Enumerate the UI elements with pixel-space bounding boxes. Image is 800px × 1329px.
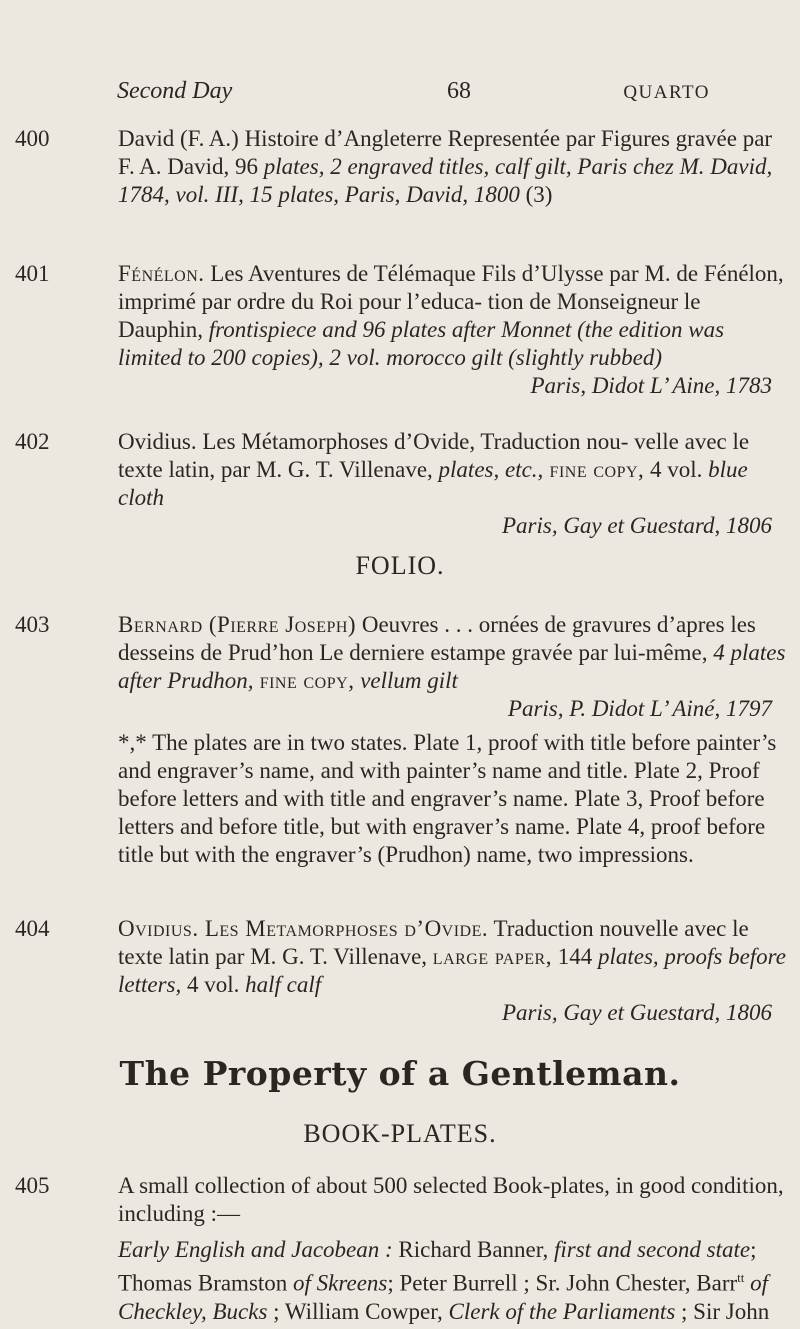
lot-400: [15, 125, 790, 209]
lot-number: 401: [15, 261, 50, 286]
lot-text: Traduction nouvelle avec le texte latin par M. G. T. Villenave,: [118, 916, 749, 969]
lot-imprint: Paris, Gay et Guestard, 1806: [501, 513, 772, 538]
lot-text-italic: 4 plates after Prudhon,: [118, 640, 786, 693]
lot-description: [118, 611, 790, 695]
lot-description: [118, 1172, 790, 1228]
lot-author: Bernard (Pierre Joseph): [118, 612, 357, 637]
lot-text: Richard Banner,: [392, 1237, 554, 1262]
property-heading: The Property of a Gentleman.: [119, 1054, 681, 1093]
lot-number: 404: [15, 916, 50, 941]
running-head-left: Second Day: [117, 78, 233, 104]
running-head-right: QUARTO: [623, 82, 710, 103]
lot-binding: blue cloth: [118, 457, 748, 510]
lot-number: 400: [15, 126, 50, 151]
lot-text-italic: of Checkley, Bucks: [118, 1270, 769, 1324]
lot-note: *,* The plates are in two states. Plate 1, proof with title before painter’s and engraver’s name, and with painter’s name and title. Plate 2, Proof before letters and with title and engraver’s name. Plate 3, Proof before letters and before title, but with engraver’s name. Plate 4, proof before title but with the engraver’s (Prudhon) name, two impressions.: [118, 730, 777, 867]
lot-405: [15, 1172, 790, 1326]
lot-imprint: Paris, P. Didot L’ Ainé, 1797: [507, 696, 772, 721]
lot-author: Fénélon.: [118, 261, 205, 286]
lot-text-italic: plates, proofs before letters,: [118, 944, 786, 997]
lot-text-italic: Clerk of the Parliaments: [448, 1298, 676, 1324]
lot-text: 144: [551, 944, 598, 969]
lot-condition: large paper,: [432, 944, 552, 969]
lot-superscript: tt: [737, 1270, 745, 1285]
lot-bookplate-list: [118, 1236, 790, 1326]
lot-binding: half calf: [245, 972, 322, 997]
lot-text: ; Sir John: [675, 1298, 770, 1324]
lot-text: ; William Cowper,: [267, 1298, 449, 1324]
lot-condition: fine copy,: [253, 668, 355, 693]
lot-text: A small collection of about 500 selected Book-plates, in good condition, including :—: [118, 1173, 784, 1226]
page-number: 68: [447, 78, 471, 104]
lot-number: 403: [15, 612, 50, 637]
lot-402: [15, 428, 790, 540]
lot-condition: fine copy,: [543, 457, 645, 482]
lot-404: [15, 915, 790, 1027]
lot-text-italic: frontispiece and 96 plates after Monnet (the edition was limited to 200 copies), 2 vol. morocco gilt (slightly rubbed): [118, 317, 725, 370]
section-folio: FOLIO.: [355, 551, 445, 580]
lot-author: Ovidius. Les Metamorphoses d’Ovide.: [118, 916, 489, 941]
lot-text: Ovidius. Les Métamorphoses d’Ovide, Traduction nou- velle avec le texte latin, par M. G. T. Villenave,: [118, 429, 750, 482]
lot-text: Oeuvres . . . ornées de gravures d’apres les desseins de Prud’hon Le derniere estampe gravée par lui-même,: [118, 612, 756, 665]
running-head: [117, 78, 710, 112]
lot-text: 4 vol.: [644, 457, 709, 482]
lot-403: [15, 611, 790, 869]
lot-text-italic: first and second state: [553, 1237, 751, 1262]
lot-text-italic: plates, etc.,: [438, 457, 544, 482]
lot-text: Les Aventures de Télémaque Fils d’Ulysse par M. de Fénélon, imprimé par ordre du Roi pour l’educa- tion de Monseigneur le Dauphin,: [118, 261, 784, 342]
lot-text: ; Thomas Bramston: [118, 1237, 757, 1296]
lot-text-italic: Early English and Jacobean :: [118, 1237, 393, 1262]
lot-imprint: Paris, Didot L’ Aine, 1783: [530, 373, 772, 398]
lot-401: [15, 260, 790, 400]
lot-description: [118, 428, 790, 512]
lot-imprint: Paris, Gay et Guestard, 1806: [501, 1000, 772, 1025]
lot-text: David (F. A.) Histoire d’Angleterre Representée par Figures gravée par F. A. David, 96: [118, 126, 773, 179]
lot-text: 4 vol.: [181, 972, 246, 997]
lot-text: ; Peter Burrell ; Sr. John Chester, Barr: [387, 1270, 738, 1296]
lot-text-italic: plates, 2 engraved titles, calf gilt, Paris chez M. David, 1784, vol. III, 15 plates, Paris, David, 1800: [118, 154, 773, 207]
lot-number: 402: [15, 429, 50, 454]
lot-description: [118, 915, 790, 999]
lot-quantity: (3): [519, 182, 553, 207]
lot-binding: vellum gilt: [354, 668, 458, 693]
lot-text-italic: of Skreens: [293, 1270, 388, 1296]
lot-description: [118, 260, 790, 372]
lot-number: 405: [15, 1173, 50, 1198]
section-bookplates: BOOK-PLATES.: [303, 1119, 497, 1148]
lot-description: [118, 125, 790, 209]
